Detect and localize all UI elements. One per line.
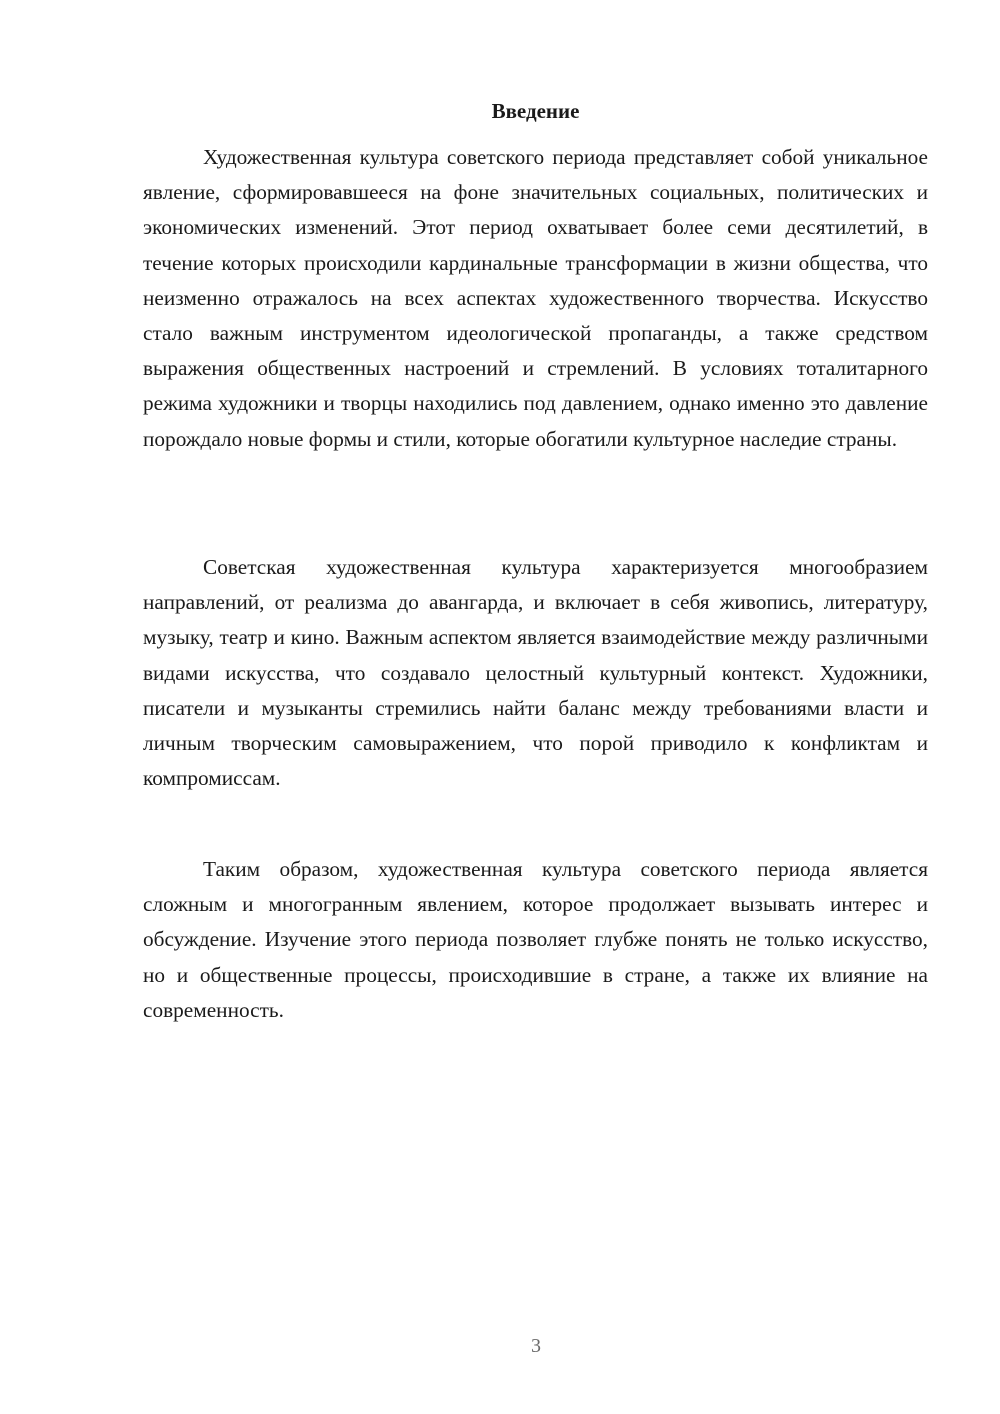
paragraph-block — [143, 852, 928, 1028]
section-heading: Введение — [491, 99, 580, 123]
paragraph-block — [143, 550, 928, 796]
paragraph-block — [143, 140, 928, 457]
paragraph-1: Художественная культура советского периода представляет собой уникальное явление, сформировавшееся на фоне значительных социальных, политических и экономических изменений. Этот период охватывает более семи десятилетий, в течение которых происходили кардинальные трансформации в жизни общества, что неизменно отражалось на всех аспектах художественного творчества. Искусство стало важным инструментом идеологической пропаганды, а также средством выражения общественных настроений и стремлений. В условиях тоталитарного режима художники и творцы находились под давлением, однако именно это давление порождало новые формы и стили, которые обогатили культурное наследие страны. — [143, 145, 928, 451]
page-number: 3 — [531, 1335, 541, 1357]
paragraph-2: Советская художественная культура характеризуется многообразием направлений, от реализма до авангарда, и включает в себя живопись, литературу, музыку, театр и кино. Важным аспектом является взаимодействие между различными видами искусства, что создавало целостный культурный контекст. Художники, писатели и музыканты стремились найти баланс между требованиями власти и личным творческим самовыражением, что порой приводило к конфликтам и компромиссам. — [143, 555, 928, 791]
paragraph-3: Таким образом, художественная культура советского периода является сложным и многогранным явлением, которое продолжает вызывать интерес и обсуждение. Изучение этого периода позволяет глубже понять не только искусство, но и общественные процессы, происходившие в стране, а также их влияние на современность. — [143, 857, 928, 1022]
